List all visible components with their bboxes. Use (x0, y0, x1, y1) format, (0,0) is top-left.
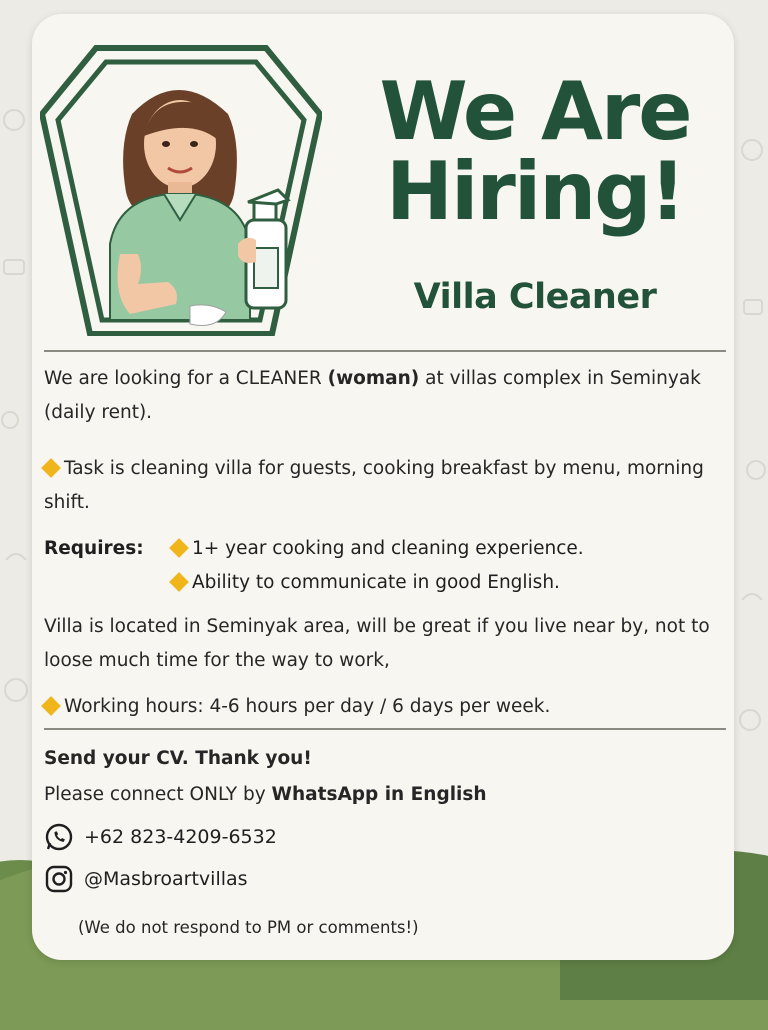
hours-text: Working hours: 4-6 hours per day / 6 days per week. (64, 696, 551, 717)
phone-number: +62 823-4209-6532 (84, 826, 277, 848)
diamond-bullet-icon (169, 538, 189, 558)
position-title: Villa Cleaner (413, 277, 657, 317)
requirement-item (166, 566, 560, 600)
connect-instructions (44, 778, 734, 812)
requirement-text: Ability to communicate in good English. (192, 572, 560, 593)
diamond-bullet-icon (41, 458, 61, 478)
headline-line-1: We Are (379, 65, 691, 158)
intro-text-end: at villas complex in Seminyak (daily rent). (44, 368, 701, 423)
cv-call-to-action: Send your CV. Thank you! (44, 748, 312, 769)
intro-text-start: We are looking for a CLEANER (44, 368, 328, 389)
whatsapp-icon (44, 822, 74, 852)
connect-prefix: Please connect ONLY by (44, 784, 272, 805)
requires-label: Requires: (44, 538, 144, 559)
hours-paragraph (44, 690, 734, 724)
instagram-handle: @Masbroartvillas (84, 868, 248, 890)
connect-method: WhatsApp in English (271, 784, 487, 805)
instagram-icon (44, 864, 74, 894)
task-text: Task is cleaning villa for guests, cooking breakfast by menu, morning shift. (44, 458, 704, 513)
headline-line-2: Hiring! (386, 145, 684, 238)
no-pm-note: (We do not respond to PM or comments!) (78, 918, 419, 937)
divider-top (44, 350, 726, 352)
diamond-bullet-icon (169, 572, 189, 592)
poster-card (32, 14, 734, 960)
intro-paragraph (44, 362, 734, 430)
task-paragraph (44, 452, 734, 520)
phone-contact[interactable] (44, 820, 277, 854)
instagram-contact[interactable] (44, 862, 248, 896)
intro-text-bold: (woman) (327, 368, 420, 389)
requirement-text: 1+ year cooking and cleaning experience. (192, 538, 584, 559)
requirement-item (166, 532, 584, 566)
divider-bottom (44, 728, 726, 730)
hiring-headline (350, 65, 720, 238)
cleaner-illustration (40, 44, 322, 336)
location-paragraph: Villa is located in Seminyak area, will be great if you live near by, not to loose much time for the way to work, (44, 616, 710, 671)
diamond-bullet-icon (41, 696, 61, 716)
